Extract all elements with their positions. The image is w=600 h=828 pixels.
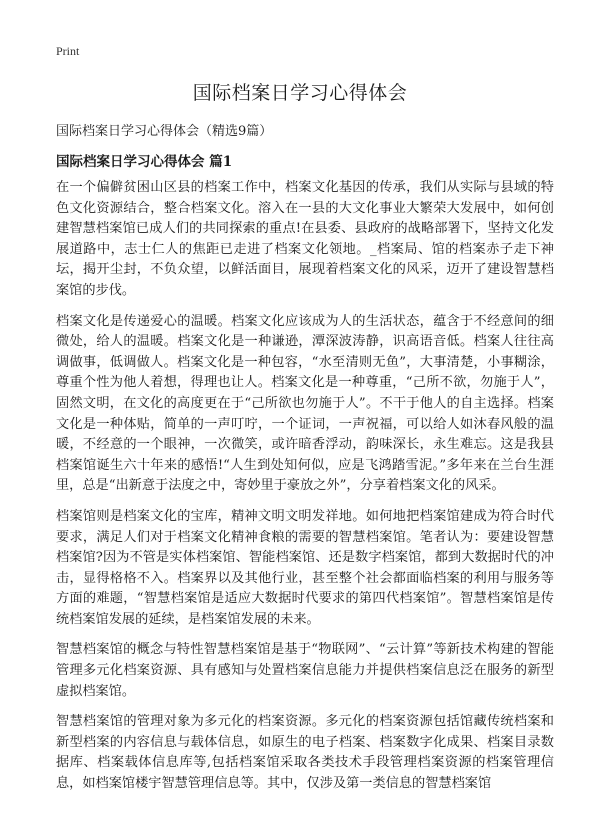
document-body xyxy=(56,178,554,805)
paragraph: 智慧档案馆的管理对象为多元化的档案资源。多元化的档案资源包括馆藏传统档案和新型档案的内容信息与载体信息，如原生的电子档案、档案数字化成果、档案目录数据库、档案载体信息库等,包括档案馆采取各类技术手段管理档案资源的档案管理信息，如档案馆楼宇智慧管理信息等。其中，仅涉及第一类信息的智慧档案馆 xyxy=(56,714,554,792)
section-heading: 国际档案日学习心得体会 篇1 xyxy=(56,154,233,170)
document-title: 国际档案日学习心得体会 xyxy=(192,82,408,104)
paragraph: 档案馆则是档案文化的宝库，精神文明文明发祥地。如何地把档案馆建成为符合时代要求，满足人们对于档案文化精神食粮的需要的智慧档案馆。笔者认为：要建设智慧档案馆?因为不管是实体档案馆、智能档案馆、还是数字档案馆，都到大数据时代的冲击，显得格格不入。档案界以及其他行业，甚至整个社会都面临档案的利用与服务等方面的难题，“智慧档案馆是适应大数据时代要求的第四代档案馆”。智慧档案馆是传统档案馆发展的延续，是档案馆发展的未来。 xyxy=(56,508,554,627)
print-link[interactable]: Print xyxy=(56,44,80,58)
document-subtitle: 国际档案日学习心得体会（精选9篇） xyxy=(56,124,273,139)
paragraph: 智慧档案馆的概念与特性智慧档案馆是基于“物联网”、“云计算”等新技术构建的智能管理多元化档案资源、具有感知与处置档案信息能力并提供档案信息泛在服务的新型虚拟档案馆。 xyxy=(56,642,554,699)
paragraph: 档案文化是传递爱心的温暖。档案文化应该成为人的生活状态，蕴含于不经意间的细微处，给人的温暖。档案文化是一种谦逊，潭深波涛静，识高语音低。档案人往往高调做事，低调做人。档案文化是一种包容，“水至清则无鱼”，大事清楚，小事糊涂，尊重个性为他人着想，得理也让人。档案文化是一种尊重，“己所不欲，勿施于人”，固然文明，在文化的高度更在于“己所欲也勿施于人”。不干于他人的自主选择。档案文化是一种体贴，简单的一声叮咛，一个证词，一声祝福，可以给人如沐春风般的温暖，不经意的一个眼神，一次微笑，或许暗香浮动，韵味深长，永生难忘。这是我县档案馆诞生六十年来的感悟!“人生到处知何似，应是飞鸿踏雪泥。”多年来在兰台生涯里，总是“出新意于法度之中，寄妙里于豪放之外”，分享着档案文化的风采。 xyxy=(56,313,554,494)
paragraph: 在一个偏僻贫困山区县的档案工作中，档案文化基因的传承，我们从实际与县域的特色文化资源结合，整合档案文化。溶入在一县的大文化事业大繁荣大发展中，如何创建智慧档案馆已成人们的共同探索的重点!在县委、县政府的战略部署下，坚持文化发展道路中，志士仁人的焦距已走进了档案文化领地。_档案局、馆的档案赤子走下神坛，揭开尘封，不负众望，以鲜活面目，展现着档案文化的风采，迈开了建设智慧档案馆的步伐。 xyxy=(56,180,554,298)
